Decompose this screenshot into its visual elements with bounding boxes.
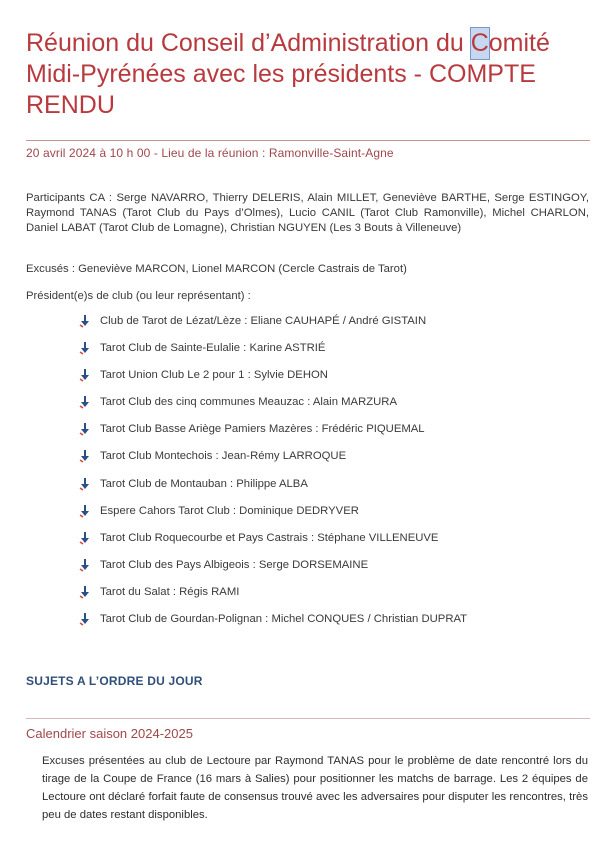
club-list-item-text: Tarot du Salat : Régis RAMI: [100, 585, 240, 598]
meeting-date-location: 20 avril 2024 à 10 h 00 - Lieu de la réunion : Ramonville-Saint-Agne: [26, 146, 394, 160]
section-heading: SUJETS A L’ORDRE DU JOUR: [26, 674, 203, 688]
club-list-item: [78, 477, 467, 504]
club-list-item: [78, 395, 467, 422]
club-list-item-text: Club de Tarot de Lézat/Lèze : Eliane CAUHAPÉ / André GISTAIN: [100, 315, 427, 327]
arrow-bullet-icon: [78, 341, 94, 355]
title-part-1: Réunion du Conseil d’Administration du: [26, 29, 471, 57]
arrow-bullet-icon: [78, 558, 94, 572]
presidents-label: Président(e)s de club (ou leur représentant) :: [26, 290, 251, 302]
club-list-item-text: Tarot Club Basse Ariège Pamiers Mazères : Frédéric PIQUEMAL: [100, 423, 425, 436]
arrow-bullet-icon: [78, 531, 94, 545]
club-list-item-text: Tarot Club de Gourdan-Polignan : Michel CONQUES / Christian DUPRAT: [100, 613, 468, 626]
club-list-item: [78, 449, 467, 476]
participants-paragraph: Participants CA : Serge NAVARRO, Thierry DELERIS, Alain MILLET, Geneviève BARTHE, Serge ESTINGOY, Raymond TANAS (Tarot Club du Pays d’Olmes), Lucio CANIL (Tarot Club Ramonville), Michel CHARLON, Daniel LABAT (Tarot Club de Lomagne), Christian NGUYEN (Les 3 Bouts à Villeneuve): [26, 192, 589, 234]
section-divider: [26, 718, 590, 719]
arrow-bullet-icon: [78, 314, 94, 328]
text-cursor-selection[interactable]: C: [470, 29, 489, 57]
club-list-item: [78, 585, 467, 612]
club-list-item-text: Tarot Club de Montauban : Philippe ALBA: [100, 477, 308, 490]
club-list-item: [78, 341, 467, 368]
club-list-item-text: Tarot Club de Sainte-Eulalie : Karine ASTRIÉ: [100, 342, 326, 355]
club-list: [78, 314, 467, 639]
arrow-bullet-icon: [78, 585, 94, 599]
club-list-item-text: Tarot Club des cinq communes Meauzac : Alain MARZURA: [100, 396, 397, 409]
club-list-item: [78, 558, 467, 585]
arrow-bullet-icon: [78, 504, 94, 518]
club-list-item-text: Tarot Club Montechois : Jean-Rémy LARROQUE: [100, 450, 347, 463]
arrow-bullet-icon: [78, 477, 94, 491]
title-divider: [26, 140, 590, 141]
club-list-item: [78, 422, 467, 449]
club-list-item-text: Tarot Club des Pays Albigeois : Serge DORSEMAINE: [100, 558, 369, 571]
arrow-bullet-icon: [78, 449, 94, 463]
club-list-item-text: Tarot Union Club Le 2 pour 1 : Sylvie DEHON: [100, 369, 328, 382]
arrow-bullet-icon: [78, 612, 94, 626]
excuses-paragraph: Excusés : Geneviève MARCON, Lionel MARCON (Cercle Castrais de Tarot): [26, 263, 407, 275]
subsection-heading: Calendrier saison 2024-2025: [26, 726, 193, 741]
club-list-item: [78, 531, 467, 558]
arrow-bullet-icon: [78, 368, 94, 382]
arrow-bullet-icon: [78, 395, 94, 409]
arrow-bullet-icon: [78, 422, 94, 436]
club-list-item: [78, 504, 467, 531]
club-list-item: [78, 314, 467, 341]
club-list-item-text: Espere Cahors Tarot Club : Dominique DEDRYVER: [100, 504, 359, 517]
title-part-2: omité Midi-Pyrénées avec les présidents - COMPTE RENDU: [26, 29, 550, 119]
club-list-item-text: Tarot Club Roquecourbe et Pays Castrais : Stéphane VILLENEUVE: [100, 531, 439, 544]
page-title: [26, 28, 596, 121]
body-paragraph: Excuses présentées au club de Lectoure par Raymond TANAS pour le problème de date rencontré lors du tirage de la Coupe de France (16 mars à Salies) pour positionner les matchs de barrage. Les 2 équipes de Lectoure ont déclaré forfait faute de consensus trouvé avec les adversaires pour disputer les rencontres, très peu de dates restant disponibles.: [42, 755, 588, 821]
club-list-item: [78, 368, 467, 395]
club-list-item: [78, 612, 467, 639]
